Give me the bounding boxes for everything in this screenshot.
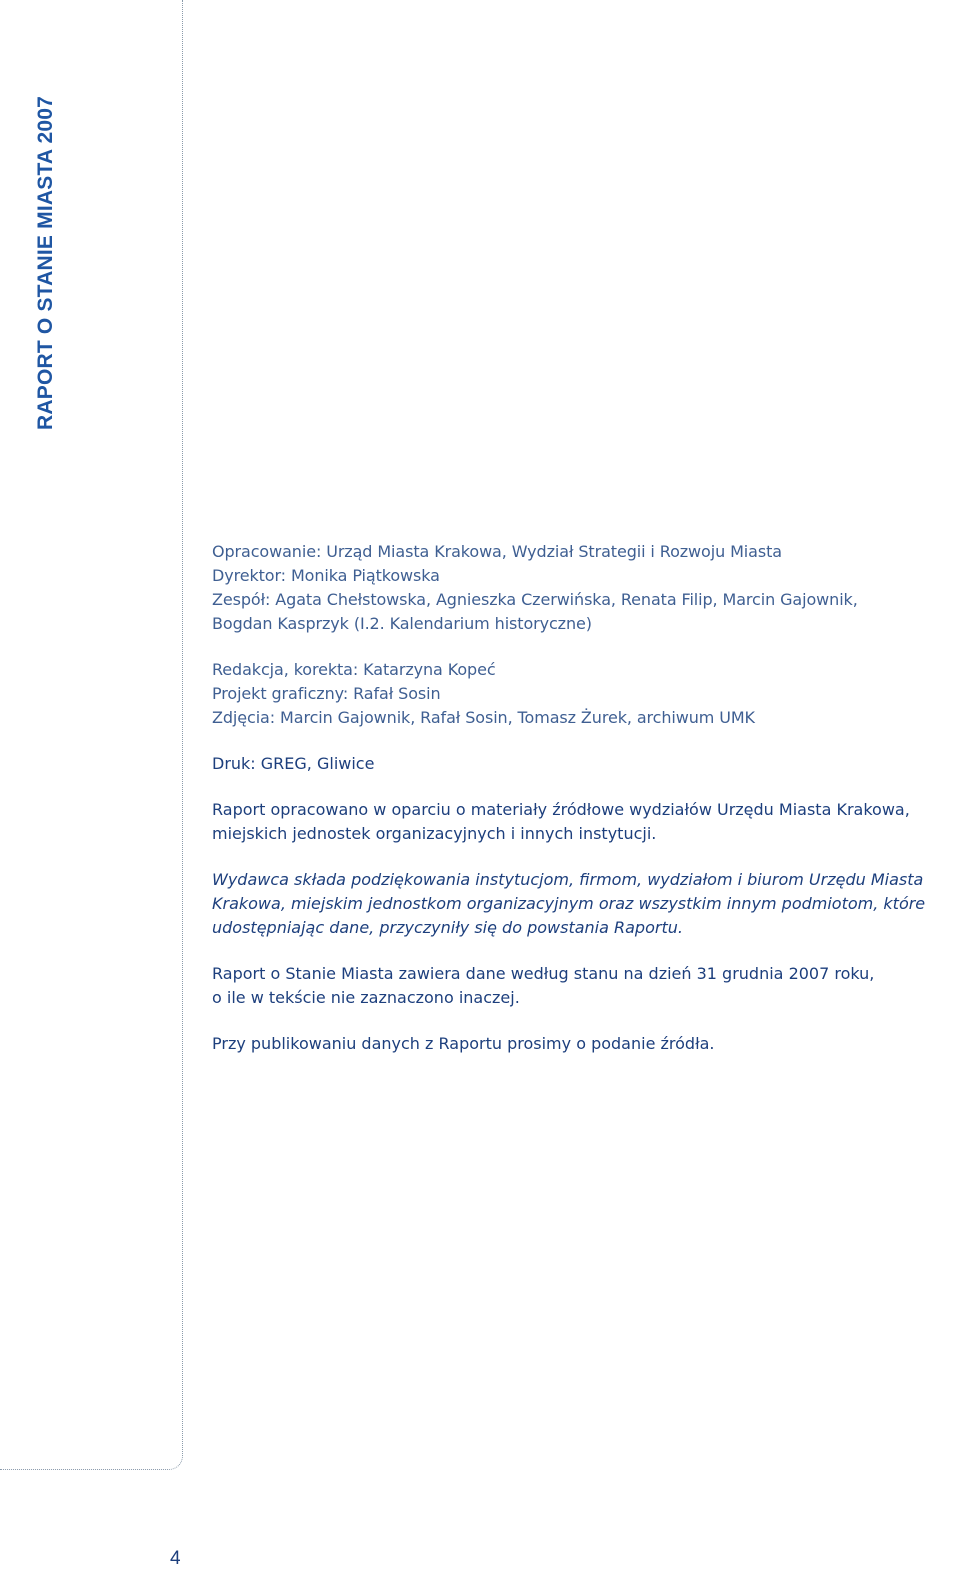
editorial-block (212, 658, 952, 730)
print-line: Druk: GREG, Gliwice (212, 754, 375, 773)
editorial-line: Redakcja, korekta: Katarzyna Kopeć (212, 660, 496, 679)
page-number: 4 (170, 1548, 181, 1569)
editorial-line: Projekt graficzny: Rafał Sosin (212, 684, 441, 703)
data-date-block (212, 962, 952, 1010)
sources-line: Raport opracowano w oparciu o materiały źródłowe wydziałów Urzędu Miasta Krakowa, (212, 800, 910, 819)
credits-line: Dyrektor: Monika Piątkowska (212, 566, 440, 585)
print-block (212, 752, 952, 776)
thanks-line: Wydawca składa podziękowania instytucjom, firmom, wydziałom i biurom Urzędu Miasta (212, 870, 924, 889)
thanks-line: udostępniając dane, przyczyniły się do powstania Raportu. (212, 918, 683, 937)
citation-block (212, 1032, 952, 1056)
sources-block (212, 798, 952, 846)
credits-line: Zespół: Agata Chełstowska, Agnieszka Czerwińska, Renata Filip, Marcin Gajownik, (212, 590, 858, 609)
sources-line: miejskich jednostek organizacyjnych i innych instytucji. (212, 824, 657, 843)
credits-block (212, 540, 952, 636)
imprint-content (212, 540, 952, 1078)
data-date-line: o ile w tekście nie zaznaczono inaczej. (212, 988, 520, 1007)
editorial-line: Zdjęcia: Marcin Gajownik, Rafał Sosin, Tomasz Żurek, archiwum UMK (212, 708, 755, 727)
thanks-block (212, 868, 952, 940)
report-title-vertical: RAPORT O STANIE MIASTA 2007 (34, 95, 57, 430)
credits-line: Opracowanie: Urząd Miasta Krakowa, Wydział Strategii i Rozwoju Miasta (212, 542, 782, 561)
credits-line: Bogdan Kasprzyk (I.2. Kalendarium historyczne) (212, 614, 592, 633)
thanks-line: Krakowa, miejskim jednostkom organizacyjnym oraz wszystkim innym podmiotom, które (212, 894, 926, 913)
sidebar-frame (0, 0, 183, 1470)
data-date-line: Raport o Stanie Miasta zawiera dane według stanu na dzień 31 grudnia 2007 roku, (212, 964, 875, 983)
citation-line: Przy publikowaniu danych z Raportu prosimy o podanie źródła. (212, 1034, 715, 1053)
